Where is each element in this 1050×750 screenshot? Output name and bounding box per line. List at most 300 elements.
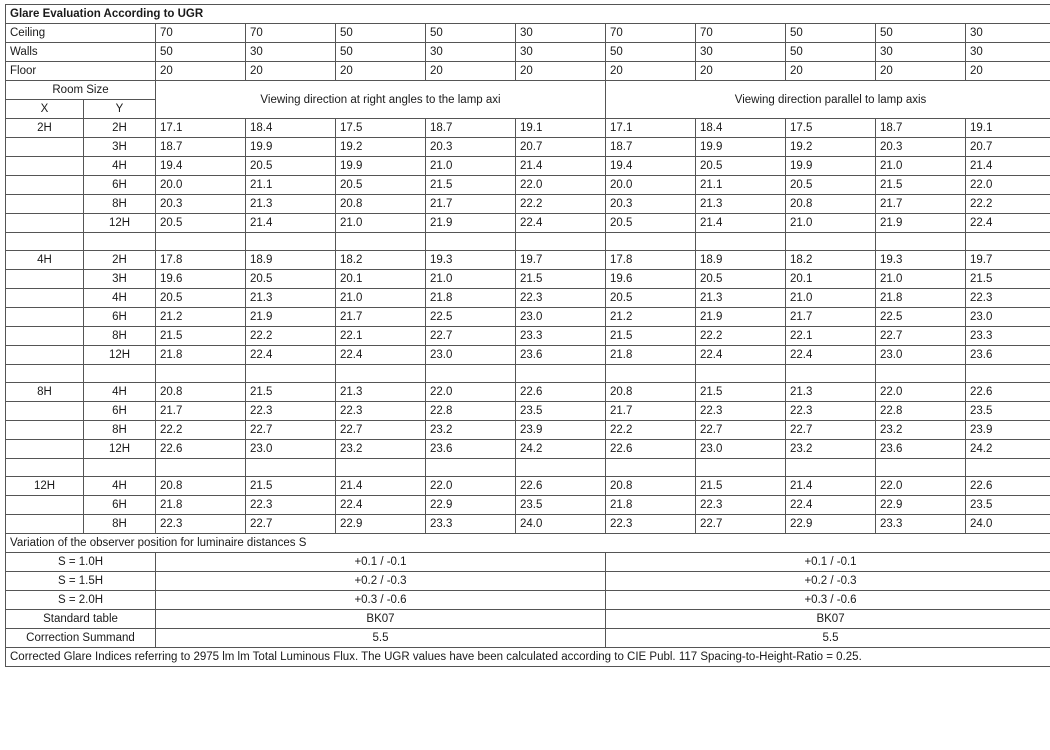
ugr-value: 20.5	[156, 214, 246, 233]
ugr-value: 22.7	[426, 327, 516, 346]
reflectance-value: 30	[246, 43, 336, 62]
ugr-value: 23.2	[786, 440, 876, 459]
reflectance-value: 30	[516, 24, 606, 43]
variation-title: Variation of the observer position for luminaire distances S	[6, 534, 1050, 553]
reflectance-value: 30	[876, 43, 966, 62]
ugr-value: 21.3	[246, 195, 336, 214]
correction-summand-label: Correction Summand	[6, 629, 156, 648]
ugr-value: 21.4	[696, 214, 786, 233]
ugr-value: 22.7	[696, 515, 786, 534]
ugr-value: 20.5	[786, 176, 876, 195]
ugr-value: 21.7	[336, 308, 426, 327]
ugr-value: 21.4	[336, 477, 426, 496]
spacer-cell	[84, 233, 156, 251]
spacer-cell	[606, 365, 696, 383]
ugr-value: 22.3	[516, 289, 606, 308]
ugr-value: 22.6	[966, 383, 1050, 402]
spacer-cell	[6, 233, 84, 251]
ugr-value: 22.4	[966, 214, 1050, 233]
ugr-value: 21.7	[606, 402, 696, 421]
reflectance-value: 50	[606, 43, 696, 62]
ugr-value: 21.0	[786, 214, 876, 233]
ugr-value: 18.9	[696, 251, 786, 270]
row-y-label: 6H	[84, 402, 156, 421]
spacer-cell	[156, 233, 246, 251]
spacer-cell	[876, 233, 966, 251]
ugr-value: 23.3	[876, 515, 966, 534]
ugr-value: 20.5	[156, 289, 246, 308]
reflectance-value: 20	[606, 62, 696, 81]
ugr-value: 19.7	[516, 251, 606, 270]
ugr-value: 20.5	[606, 289, 696, 308]
ugr-value: 17.1	[606, 119, 696, 138]
data-row	[6, 308, 1050, 327]
ugr-value: 21.5	[696, 383, 786, 402]
group-x-label: 12H	[6, 477, 84, 496]
data-row	[6, 270, 1050, 289]
ugr-value: 19.3	[426, 251, 516, 270]
ugr-value: 21.8	[156, 346, 246, 365]
reflectance-value: 20	[246, 62, 336, 81]
footer-note: Corrected Glare Indices referring to 2975 lm lm Total Luminous Flux. The UGR values have been calculated according to CIE Publ. 117 Spacing-to-Height-Ratio = 0.25.	[6, 648, 1050, 667]
row-y-label: 4H	[84, 289, 156, 308]
group-spacer-row	[6, 365, 1050, 383]
spacer-cell	[246, 233, 336, 251]
ugr-value: 21.5	[876, 176, 966, 195]
ugr-value: 21.0	[336, 289, 426, 308]
spacer-cell	[696, 233, 786, 251]
ugr-value: 22.7	[336, 421, 426, 440]
ugr-value: 21.3	[246, 289, 336, 308]
ugr-value: 23.5	[966, 496, 1050, 515]
ugr-value: 21.1	[246, 176, 336, 195]
spacer-cell	[516, 233, 606, 251]
ugr-value: 20.8	[336, 195, 426, 214]
row-y-label: 8H	[84, 327, 156, 346]
ugr-value: 22.9	[336, 515, 426, 534]
title-row	[6, 5, 1050, 24]
ugr-value: 19.9	[696, 138, 786, 157]
spacer-cell	[786, 365, 876, 383]
group-x-spacer	[6, 402, 84, 421]
ugr-value: 21.0	[426, 157, 516, 176]
ugr-value: 19.2	[786, 138, 876, 157]
ugr-value: 19.3	[876, 251, 966, 270]
group-x-spacer	[6, 289, 84, 308]
data-row	[6, 119, 1050, 138]
ugr-value: 21.7	[786, 308, 876, 327]
row-y-label: 8H	[84, 195, 156, 214]
ugr-value: 21.3	[336, 383, 426, 402]
variation-value-right: +0.3 / -0.6	[606, 591, 1050, 610]
spacer-cell	[516, 459, 606, 477]
ugr-value: 20.1	[786, 270, 876, 289]
ugr-value: 18.7	[426, 119, 516, 138]
viewing-direction-right-angles-label: Viewing direction at right angles to the lamp axi	[156, 81, 606, 119]
ugr-value: 24.0	[516, 515, 606, 534]
ugr-value: 17.5	[786, 119, 876, 138]
ugr-value: 21.0	[876, 270, 966, 289]
ugr-value: 22.3	[156, 515, 246, 534]
data-row	[6, 515, 1050, 534]
data-row	[6, 195, 1050, 214]
spacer-cell	[336, 233, 426, 251]
ugr-value: 22.2	[246, 327, 336, 346]
ugr-value: 23.0	[696, 440, 786, 459]
ugr-value: 22.7	[786, 421, 876, 440]
reflectance-value: 20	[786, 62, 876, 81]
ugr-value: 23.2	[876, 421, 966, 440]
ugr-value: 19.1	[966, 119, 1050, 138]
ugr-value: 20.3	[876, 138, 966, 157]
data-row	[6, 383, 1050, 402]
reflectance-value: 20	[426, 62, 516, 81]
variation-value-left: +0.1 / -0.1	[156, 553, 606, 572]
ugr-value: 20.5	[246, 157, 336, 176]
reflectance-value: 50	[336, 43, 426, 62]
row-y-label: 6H	[84, 176, 156, 195]
ugr-value: 20.8	[156, 383, 246, 402]
reflectance-value: 70	[156, 24, 246, 43]
data-row	[6, 289, 1050, 308]
spacer-cell	[156, 459, 246, 477]
ugr-value: 22.6	[516, 383, 606, 402]
spacer-cell	[426, 459, 516, 477]
ugr-value: 20.5	[696, 157, 786, 176]
row-y-label: 2H	[84, 251, 156, 270]
ugr-table	[5, 4, 1050, 667]
ugr-value: 21.7	[426, 195, 516, 214]
variation-value-left: +0.3 / -0.6	[156, 591, 606, 610]
viewing-direction-parallel-label: Viewing direction parallel to lamp axis	[606, 81, 1050, 119]
ugr-value: 23.2	[426, 421, 516, 440]
spacer-cell	[426, 365, 516, 383]
spacer-cell	[336, 459, 426, 477]
group-x-spacer	[6, 496, 84, 515]
ugr-value: 17.8	[156, 251, 246, 270]
ugr-value: 23.5	[966, 402, 1050, 421]
data-row	[6, 440, 1050, 459]
reflectance-value: 70	[246, 24, 336, 43]
row-y-label: 4H	[84, 383, 156, 402]
ugr-value: 21.5	[426, 176, 516, 195]
ugr-value: 20.3	[606, 195, 696, 214]
ugr-value: 21.9	[876, 214, 966, 233]
group-x-spacer	[6, 421, 84, 440]
row-y-label: 4H	[84, 157, 156, 176]
ugr-value: 17.5	[336, 119, 426, 138]
correction-summand-left: 5.5	[156, 629, 606, 648]
spacer-cell	[966, 459, 1050, 477]
data-row	[6, 496, 1050, 515]
ugr-value: 18.7	[606, 138, 696, 157]
ugr-value: 22.4	[246, 346, 336, 365]
reflectance-label-walls: Walls	[6, 43, 156, 62]
axis-label-y: Y	[84, 100, 156, 119]
group-x-spacer	[6, 308, 84, 327]
ugr-value: 21.5	[246, 383, 336, 402]
ugr-value: 22.4	[336, 496, 426, 515]
ugr-value: 21.0	[336, 214, 426, 233]
reflectance-value: 30	[516, 43, 606, 62]
ugr-value: 21.5	[246, 477, 336, 496]
ugr-value: 21.5	[966, 270, 1050, 289]
spacer-cell	[876, 365, 966, 383]
ugr-value: 18.7	[876, 119, 966, 138]
ugr-value: 24.0	[966, 515, 1050, 534]
row-y-label: 4H	[84, 477, 156, 496]
ugr-value: 23.9	[516, 421, 606, 440]
row-y-label: 12H	[84, 346, 156, 365]
spacer-cell	[966, 365, 1050, 383]
row-y-label: 12H	[84, 440, 156, 459]
reflectance-value: 50	[426, 24, 516, 43]
spacer-cell	[606, 233, 696, 251]
group-x-spacer	[6, 440, 84, 459]
group-spacer-row	[6, 459, 1050, 477]
ugr-value: 19.6	[606, 270, 696, 289]
ugr-value: 21.2	[156, 308, 246, 327]
spacer-cell	[426, 233, 516, 251]
standard-table-row	[6, 610, 1050, 629]
ugr-value: 20.8	[156, 477, 246, 496]
ugr-value: 21.5	[606, 327, 696, 346]
ugr-value: 18.7	[156, 138, 246, 157]
header-roomsize-row	[6, 81, 1050, 100]
ugr-value: 22.0	[426, 383, 516, 402]
spacer-cell	[786, 233, 876, 251]
ugr-value: 22.7	[246, 421, 336, 440]
row-y-label: 8H	[84, 421, 156, 440]
group-x-label: 2H	[6, 119, 84, 138]
correction-summand-row	[6, 629, 1050, 648]
ugr-value: 21.7	[156, 402, 246, 421]
ugr-value: 20.7	[516, 138, 606, 157]
reflectance-value: 20	[696, 62, 786, 81]
ugr-value: 19.4	[156, 157, 246, 176]
variation-value-left: +0.2 / -0.3	[156, 572, 606, 591]
ugr-value: 22.2	[606, 421, 696, 440]
ugr-value: 17.1	[156, 119, 246, 138]
ugr-value: 22.4	[516, 214, 606, 233]
ugr-value: 21.4	[786, 477, 876, 496]
ugr-value: 23.3	[426, 515, 516, 534]
ugr-value: 22.6	[966, 477, 1050, 496]
ugr-value: 21.9	[246, 308, 336, 327]
spacer-cell	[156, 365, 246, 383]
reflectance-value: 20	[156, 62, 246, 81]
ugr-value: 20.7	[966, 138, 1050, 157]
ugr-value: 21.3	[696, 195, 786, 214]
ugr-value: 22.3	[246, 402, 336, 421]
spacer-cell	[6, 365, 84, 383]
reflectance-row-walls	[6, 43, 1050, 62]
ugr-value: 20.8	[786, 195, 876, 214]
ugr-value: 17.8	[606, 251, 696, 270]
ugr-value: 20.5	[696, 270, 786, 289]
ugr-value: 20.0	[606, 176, 696, 195]
reflectance-value: 70	[696, 24, 786, 43]
ugr-value: 22.7	[246, 515, 336, 534]
group-x-label: 4H	[6, 251, 84, 270]
variation-label: S = 2.0H	[6, 591, 156, 610]
group-x-spacer	[6, 195, 84, 214]
reflectance-label-ceiling: Ceiling	[6, 24, 156, 43]
spacer-cell	[876, 459, 966, 477]
reflectance-label-floor: Floor	[6, 62, 156, 81]
ugr-value: 21.5	[696, 477, 786, 496]
reflectance-value: 30	[696, 43, 786, 62]
ugr-value: 21.8	[876, 289, 966, 308]
ugr-value: 21.0	[426, 270, 516, 289]
ugr-value: 22.3	[786, 402, 876, 421]
ugr-value: 19.9	[246, 138, 336, 157]
variation-row	[6, 553, 1050, 572]
ugr-value: 22.5	[426, 308, 516, 327]
ugr-value: 23.2	[336, 440, 426, 459]
ugr-value: 23.3	[516, 327, 606, 346]
row-y-label: 6H	[84, 496, 156, 515]
reflectance-value: 50	[786, 24, 876, 43]
ugr-value: 21.9	[426, 214, 516, 233]
ugr-value: 22.0	[516, 176, 606, 195]
footer-row	[6, 648, 1050, 667]
spacer-cell	[786, 459, 876, 477]
variation-label: S = 1.0H	[6, 553, 156, 572]
ugr-value: 21.4	[246, 214, 336, 233]
ugr-value: 22.2	[516, 195, 606, 214]
group-x-spacer	[6, 157, 84, 176]
reflectance-value: 50	[876, 24, 966, 43]
variation-value-right: +0.1 / -0.1	[606, 553, 1050, 572]
ugr-value: 18.2	[786, 251, 876, 270]
axis-label-x: X	[6, 100, 84, 119]
variation-row	[6, 591, 1050, 610]
row-y-label: 3H	[84, 138, 156, 157]
spacer-cell	[84, 459, 156, 477]
ugr-value: 19.7	[966, 251, 1050, 270]
ugr-value: 21.8	[156, 496, 246, 515]
ugr-value: 22.3	[246, 496, 336, 515]
ugr-value: 22.0	[966, 176, 1050, 195]
ugr-value: 21.7	[876, 195, 966, 214]
group-x-spacer	[6, 346, 84, 365]
ugr-value: 22.4	[786, 346, 876, 365]
reflectance-value: 20	[336, 62, 426, 81]
group-x-spacer	[6, 176, 84, 195]
group-x-spacer	[6, 138, 84, 157]
ugr-value: 21.8	[606, 346, 696, 365]
ugr-value: 23.6	[426, 440, 516, 459]
ugr-value: 22.6	[516, 477, 606, 496]
ugr-value: 23.6	[876, 440, 966, 459]
reflectance-value: 30	[966, 43, 1050, 62]
spacer-cell	[966, 233, 1050, 251]
row-y-label: 12H	[84, 214, 156, 233]
spacer-cell	[246, 459, 336, 477]
spacer-cell	[84, 365, 156, 383]
ugr-value: 19.9	[786, 157, 876, 176]
ugr-value: 23.5	[516, 496, 606, 515]
ugr-value: 21.2	[606, 308, 696, 327]
ugr-value: 22.3	[336, 402, 426, 421]
ugr-value: 22.0	[876, 383, 966, 402]
reflectance-value: 70	[606, 24, 696, 43]
data-row	[6, 421, 1050, 440]
data-row	[6, 346, 1050, 365]
spacer-cell	[696, 459, 786, 477]
data-row	[6, 214, 1050, 233]
data-row	[6, 251, 1050, 270]
ugr-value: 23.0	[966, 308, 1050, 327]
data-row	[6, 402, 1050, 421]
ugr-value: 20.1	[336, 270, 426, 289]
ugr-value: 21.5	[516, 270, 606, 289]
reflectance-value: 30	[426, 43, 516, 62]
ugr-value: 21.4	[966, 157, 1050, 176]
ugr-value: 22.8	[876, 402, 966, 421]
spacer-cell	[246, 365, 336, 383]
row-y-label: 6H	[84, 308, 156, 327]
ugr-value: 18.2	[336, 251, 426, 270]
ugr-value: 24.2	[966, 440, 1050, 459]
ugr-value: 21.0	[786, 289, 876, 308]
ugr-value: 22.4	[336, 346, 426, 365]
ugr-value: 21.4	[516, 157, 606, 176]
ugr-value: 22.3	[966, 289, 1050, 308]
reflectance-value: 20	[876, 62, 966, 81]
ugr-value: 20.3	[426, 138, 516, 157]
ugr-value: 22.3	[696, 496, 786, 515]
group-x-spacer	[6, 515, 84, 534]
ugr-value: 22.5	[876, 308, 966, 327]
variation-value-right: +0.2 / -0.3	[606, 572, 1050, 591]
data-row	[6, 138, 1050, 157]
ugr-value: 22.9	[426, 496, 516, 515]
ugr-value: 22.8	[426, 402, 516, 421]
ugr-value: 23.0	[516, 308, 606, 327]
ugr-value: 23.0	[426, 346, 516, 365]
ugr-value: 22.6	[606, 440, 696, 459]
spacer-cell	[516, 365, 606, 383]
ugr-value: 20.3	[156, 195, 246, 214]
ugr-value: 22.0	[426, 477, 516, 496]
ugr-value: 23.9	[966, 421, 1050, 440]
standard-table-left: BK07	[156, 610, 606, 629]
ugr-value: 20.0	[156, 176, 246, 195]
row-y-label: 8H	[84, 515, 156, 534]
ugr-value: 22.4	[696, 346, 786, 365]
standard-table-label: Standard table	[6, 610, 156, 629]
ugr-value: 22.9	[876, 496, 966, 515]
ugr-value: 20.5	[246, 270, 336, 289]
ugr-value: 22.3	[606, 515, 696, 534]
group-x-spacer	[6, 327, 84, 346]
variation-row	[6, 572, 1050, 591]
ugr-value: 23.3	[966, 327, 1050, 346]
page-title: Glare Evaluation According to UGR	[6, 5, 1050, 24]
ugr-value: 19.9	[336, 157, 426, 176]
ugr-value: 21.8	[426, 289, 516, 308]
ugr-value: 21.3	[786, 383, 876, 402]
reflectance-row-ceiling	[6, 24, 1050, 43]
spacer-cell	[696, 365, 786, 383]
ugr-value: 23.0	[876, 346, 966, 365]
ugr-value: 18.9	[246, 251, 336, 270]
spacer-cell	[336, 365, 426, 383]
ugr-value: 24.2	[516, 440, 606, 459]
reflectance-value: 50	[336, 24, 426, 43]
